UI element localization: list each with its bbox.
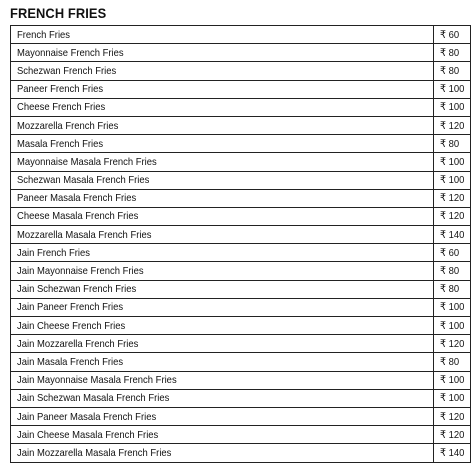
item-price-cell: [434, 407, 471, 425]
menu-row: [11, 244, 471, 262]
item-price-cell: [434, 135, 471, 153]
item-name-cell: [11, 407, 434, 425]
menu-row: [11, 44, 471, 62]
item-price-cell: [434, 280, 471, 298]
menu-row: [11, 62, 471, 80]
item-price: 80: [448, 64, 460, 77]
item-price-cell: [434, 98, 471, 116]
item-price-cell: [434, 207, 471, 225]
item-name-cell: [11, 426, 434, 444]
item-price-wrap: [440, 83, 464, 95]
item-name-cell: [11, 262, 434, 280]
menu-row: [11, 135, 471, 153]
item-name: Mozzarella French Fries: [17, 119, 119, 132]
item-name: Jain Mozzarella French Fries: [17, 337, 139, 350]
item-name: Jain Schezwan French Fries: [17, 283, 137, 296]
currency-symbol: ₹: [440, 119, 447, 132]
menu-row: [11, 371, 471, 389]
item-price: 100: [448, 155, 465, 168]
currency-symbol: ₹: [440, 155, 447, 168]
item-price-wrap: [440, 283, 459, 295]
currency-symbol: ₹: [440, 174, 447, 187]
item-name: Jain French Fries: [17, 246, 90, 259]
currency-symbol: ₹: [440, 137, 447, 150]
item-price: 120: [448, 119, 465, 132]
item-name: Schezwan Masala French Fries: [17, 174, 150, 187]
item-price-cell: [434, 189, 471, 207]
menu-row: [11, 353, 471, 371]
item-name-cell: [11, 26, 434, 44]
item-price: 140: [448, 446, 465, 459]
menu-row: [11, 171, 471, 189]
item-price: 100: [448, 319, 465, 332]
item-price: 140: [448, 228, 465, 241]
item-price-wrap: [440, 392, 464, 404]
item-price-wrap: [440, 120, 464, 132]
item-price: 80: [448, 283, 460, 296]
item-price-cell: [434, 80, 471, 98]
item-name-cell: [11, 80, 434, 98]
item-price-wrap: [440, 247, 459, 259]
item-price: 80: [448, 137, 460, 150]
item-price-cell: [434, 389, 471, 407]
item-name: Mozzarella Masala French Fries: [17, 228, 152, 241]
item-name: Jain Paneer French Fries: [17, 301, 124, 314]
item-name-cell: [11, 98, 434, 116]
item-price-wrap: [440, 174, 464, 186]
item-name: Mayonnaise Masala French Fries: [17, 155, 157, 168]
item-price-cell: [434, 171, 471, 189]
item-price-cell: [434, 426, 471, 444]
item-name-cell: [11, 389, 434, 407]
item-name-cell: [11, 189, 434, 207]
item-price-wrap: [440, 411, 464, 423]
item-name-cell: [11, 153, 434, 171]
item-name: Masala French Fries: [17, 137, 104, 150]
item-name-cell: [11, 62, 434, 80]
item-name-cell: [11, 135, 434, 153]
item-name: Cheese French Fries: [17, 101, 106, 114]
item-price: 120: [448, 210, 465, 223]
item-price-cell: [434, 62, 471, 80]
currency-symbol: ₹: [440, 228, 447, 241]
item-price-cell: [434, 335, 471, 353]
item-name: Paneer Masala French Fries: [17, 192, 137, 205]
item-price-cell: [434, 226, 471, 244]
currency-symbol: ₹: [440, 192, 447, 205]
menu-row: [11, 317, 471, 335]
currency-symbol: ₹: [440, 301, 447, 314]
item-price-wrap: [440, 374, 464, 386]
currency-symbol: ₹: [440, 319, 447, 332]
item-name: Jain Schezwan Masala French Fries: [17, 392, 170, 405]
currency-symbol: ₹: [440, 374, 447, 387]
menu-row: [11, 189, 471, 207]
item-name-cell: [11, 171, 434, 189]
item-name-cell: [11, 207, 434, 225]
item-price: 80: [448, 265, 460, 278]
menu-row: [11, 207, 471, 225]
item-price: 120: [448, 192, 465, 205]
item-price-wrap: [440, 210, 464, 222]
item-price-wrap: [440, 338, 464, 350]
currency-symbol: ₹: [440, 265, 447, 278]
menu-row: [11, 298, 471, 316]
menu-row: [11, 80, 471, 98]
item-price-wrap: [440, 356, 459, 368]
item-price-cell: [434, 444, 471, 462]
item-price-wrap: [440, 47, 459, 59]
item-price-wrap: [440, 29, 459, 41]
item-name-cell: [11, 335, 434, 353]
menu-row: [11, 444, 471, 462]
item-name: Jain Masala French Fries: [17, 355, 124, 368]
menu-table-body: [11, 26, 471, 463]
currency-symbol: ₹: [440, 46, 447, 59]
item-name: Jain Mayonnaise French Fries: [17, 265, 144, 278]
item-name: French Fries: [17, 28, 71, 41]
item-price-cell: [434, 317, 471, 335]
item-name-cell: [11, 116, 434, 134]
menu-row: [11, 280, 471, 298]
item-name: Paneer French Fries: [17, 83, 104, 96]
menu-row: [11, 426, 471, 444]
currency-symbol: ₹: [440, 410, 447, 423]
item-name-cell: [11, 244, 434, 262]
menu-row: [11, 26, 471, 44]
item-name-cell: [11, 371, 434, 389]
menu-row: [11, 98, 471, 116]
menu-row: [11, 389, 471, 407]
item-name-cell: [11, 353, 434, 371]
item-price-wrap: [440, 65, 459, 77]
currency-symbol: ₹: [440, 337, 447, 350]
menu-row: [11, 335, 471, 353]
currency-symbol: ₹: [440, 210, 447, 223]
item-name: Schezwan French Fries: [17, 64, 117, 77]
item-price: 100: [448, 101, 465, 114]
item-price-wrap: [440, 447, 464, 459]
item-price-cell: [434, 44, 471, 62]
item-name: Jain Cheese Masala French Fries: [17, 428, 159, 441]
section-title: FRENCH FRIES: [10, 5, 107, 21]
item-name: Mayonnaise French Fries: [17, 46, 124, 59]
item-price: 60: [448, 246, 460, 259]
item-price: 100: [448, 301, 465, 314]
item-name: Jain Mayonnaise Masala French Fries: [17, 374, 177, 387]
item-name: Jain Cheese French Fries: [17, 319, 126, 332]
item-price-wrap: [440, 138, 459, 150]
currency-symbol: ₹: [440, 446, 447, 459]
item-price-cell: [434, 244, 471, 262]
item-price-wrap: [440, 101, 464, 113]
item-name: Jain Paneer Masala French Fries: [17, 410, 157, 423]
item-price-wrap: [440, 156, 464, 168]
currency-symbol: ₹: [440, 246, 447, 259]
item-price: 80: [448, 355, 460, 368]
item-price-cell: [434, 153, 471, 171]
currency-symbol: ₹: [440, 283, 447, 296]
item-price-cell: [434, 262, 471, 280]
item-price: 100: [448, 374, 465, 387]
currency-symbol: ₹: [440, 28, 447, 41]
item-price: 100: [448, 174, 465, 187]
item-name-cell: [11, 317, 434, 335]
item-price: 60: [448, 28, 460, 41]
item-price-cell: [434, 371, 471, 389]
item-price-wrap: [440, 229, 464, 241]
item-name-cell: [11, 280, 434, 298]
menu-table: [10, 25, 471, 463]
item-price-cell: [434, 26, 471, 44]
item-name-cell: [11, 298, 434, 316]
item-price: 120: [448, 410, 465, 423]
item-price: 120: [448, 337, 465, 350]
item-name-cell: [11, 444, 434, 462]
item-price-wrap: [440, 429, 464, 441]
item-price-wrap: [440, 192, 464, 204]
currency-symbol: ₹: [440, 392, 447, 405]
item-name: Jain Mozzarella Masala French Fries: [17, 446, 172, 459]
item-name: Cheese Masala French Fries: [17, 210, 139, 223]
item-price: 80: [448, 46, 460, 59]
currency-symbol: ₹: [440, 64, 447, 77]
currency-symbol: ₹: [440, 101, 447, 114]
currency-symbol: ₹: [440, 83, 447, 96]
item-price: 100: [448, 83, 465, 96]
item-price-wrap: [440, 301, 464, 313]
menu-row: [11, 116, 471, 134]
item-price-cell: [434, 116, 471, 134]
menu-row: [11, 153, 471, 171]
menu-row: [11, 262, 471, 280]
item-price: 100: [448, 392, 465, 405]
item-price-wrap: [440, 320, 464, 332]
item-price: 120: [448, 428, 465, 441]
item-name-cell: [11, 44, 434, 62]
currency-symbol: ₹: [440, 355, 447, 368]
currency-symbol: ₹: [440, 428, 447, 441]
item-price-cell: [434, 298, 471, 316]
item-price-cell: [434, 353, 471, 371]
item-price-wrap: [440, 265, 459, 277]
menu-row: [11, 226, 471, 244]
menu-row: [11, 407, 471, 425]
item-name-cell: [11, 226, 434, 244]
